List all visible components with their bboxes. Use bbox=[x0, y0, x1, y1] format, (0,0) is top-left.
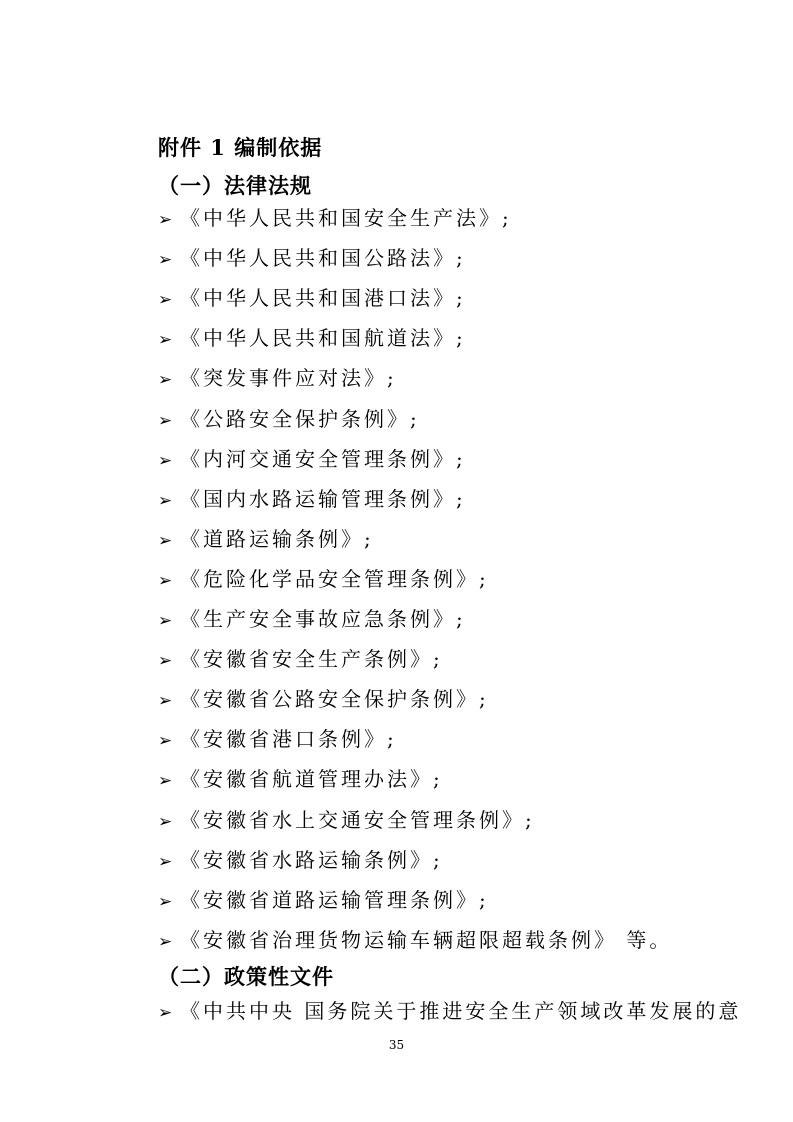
list-item bbox=[158, 363, 397, 393]
list-item bbox=[158, 604, 466, 634]
list-item-text: 《国内水路运输管理条例》; bbox=[180, 486, 466, 511]
arrow-bullet-icon: ➢ bbox=[158, 1003, 173, 1023]
list-item bbox=[158, 484, 466, 514]
list-item-text: 《生产安全事故应急条例》; bbox=[180, 607, 466, 631]
list-item-text: 《安徽省道路运输管理条例》; bbox=[180, 887, 489, 912]
list-item bbox=[158, 644, 443, 674]
list-item-text: 《公路安全保护条例》; bbox=[180, 406, 420, 431]
arrow-bullet-icon: ➢ bbox=[158, 731, 173, 752]
arrow-bullet-icon: ➢ bbox=[158, 530, 173, 551]
page-number: 35 bbox=[388, 1038, 405, 1052]
list-item-text: 《安徽省港口条例》; bbox=[180, 727, 397, 752]
list-item bbox=[158, 203, 512, 233]
arrow-bullet-icon: ➢ bbox=[158, 811, 173, 832]
list-item-text: 《中华人民共和国航道法》; bbox=[180, 326, 466, 351]
list-item bbox=[158, 564, 489, 594]
arrow-bullet-icon: ➢ bbox=[158, 450, 173, 471]
list-item-text: 《安徽省航道管理办法》; bbox=[180, 767, 443, 792]
arrow-bullet-icon: ➢ bbox=[158, 210, 173, 230]
list-item bbox=[158, 323, 466, 353]
list-item-text: 《安徽省安全生产条例》; bbox=[180, 647, 443, 672]
arrow-bullet-icon: ➢ bbox=[158, 250, 173, 271]
arrow-bullet-icon: ➢ bbox=[158, 771, 173, 792]
list-item bbox=[158, 925, 672, 955]
section-heading-laws: （一）法律法规 bbox=[158, 173, 312, 198]
list-item bbox=[158, 845, 443, 875]
list-item-text: 《道路运输条例》; bbox=[180, 526, 374, 551]
list-item bbox=[158, 444, 466, 474]
list-item bbox=[158, 764, 443, 794]
list-item bbox=[158, 805, 535, 835]
arrow-bullet-icon: ➢ bbox=[158, 851, 173, 872]
list-item-text: 《安徽省水上交通安全管理条例》; bbox=[180, 807, 535, 832]
list-item-text: 《内河交通安全管理条例》; bbox=[180, 446, 466, 471]
list-item-text: 《安徽省水路运输条例》; bbox=[180, 847, 443, 872]
list-item bbox=[158, 885, 489, 915]
list-item-text: 《中共中央 国务院关于推进安全生产领域改革发展的意 bbox=[180, 999, 742, 1023]
list-item-text: 《安徽省公路安全保护条例》; bbox=[180, 687, 489, 712]
list-item-text: 《中华人民共和国安全生产法》; bbox=[180, 206, 512, 230]
list-item bbox=[158, 283, 466, 313]
arrow-bullet-icon: ➢ bbox=[158, 570, 173, 591]
attachment-title: 附件 1 编制依据 bbox=[158, 135, 323, 160]
list-item bbox=[158, 404, 420, 434]
arrow-bullet-icon: ➢ bbox=[158, 410, 173, 431]
section-heading-policy: （二）政策性文件 bbox=[158, 964, 334, 989]
arrow-bullet-icon: ➢ bbox=[158, 611, 173, 631]
arrow-bullet-icon: ➢ bbox=[158, 290, 173, 311]
list-item bbox=[158, 724, 397, 754]
arrow-bullet-icon: ➢ bbox=[158, 490, 173, 511]
list-item-text: 《中华人民共和国港口法》; bbox=[180, 286, 466, 311]
arrow-bullet-icon: ➢ bbox=[158, 891, 173, 912]
arrow-bullet-icon: ➢ bbox=[158, 651, 173, 672]
list-item bbox=[158, 243, 466, 273]
list-item bbox=[158, 996, 741, 1026]
list-item bbox=[158, 684, 489, 714]
arrow-bullet-icon: ➢ bbox=[158, 691, 173, 712]
list-item-text: 《中华人民共和国公路法》; bbox=[180, 246, 466, 271]
list-item-text: 《危险化学品安全管理条例》; bbox=[180, 566, 489, 591]
list-item-text: 《安徽省治理货物运输车辆超限超载条例》 等。 bbox=[180, 927, 673, 952]
list-item-text: 《突发事件应对法》; bbox=[180, 366, 397, 391]
arrow-bullet-icon: ➢ bbox=[158, 931, 173, 952]
arrow-bullet-icon: ➢ bbox=[158, 370, 173, 391]
arrow-bullet-icon: ➢ bbox=[158, 330, 173, 351]
list-item bbox=[158, 524, 374, 554]
